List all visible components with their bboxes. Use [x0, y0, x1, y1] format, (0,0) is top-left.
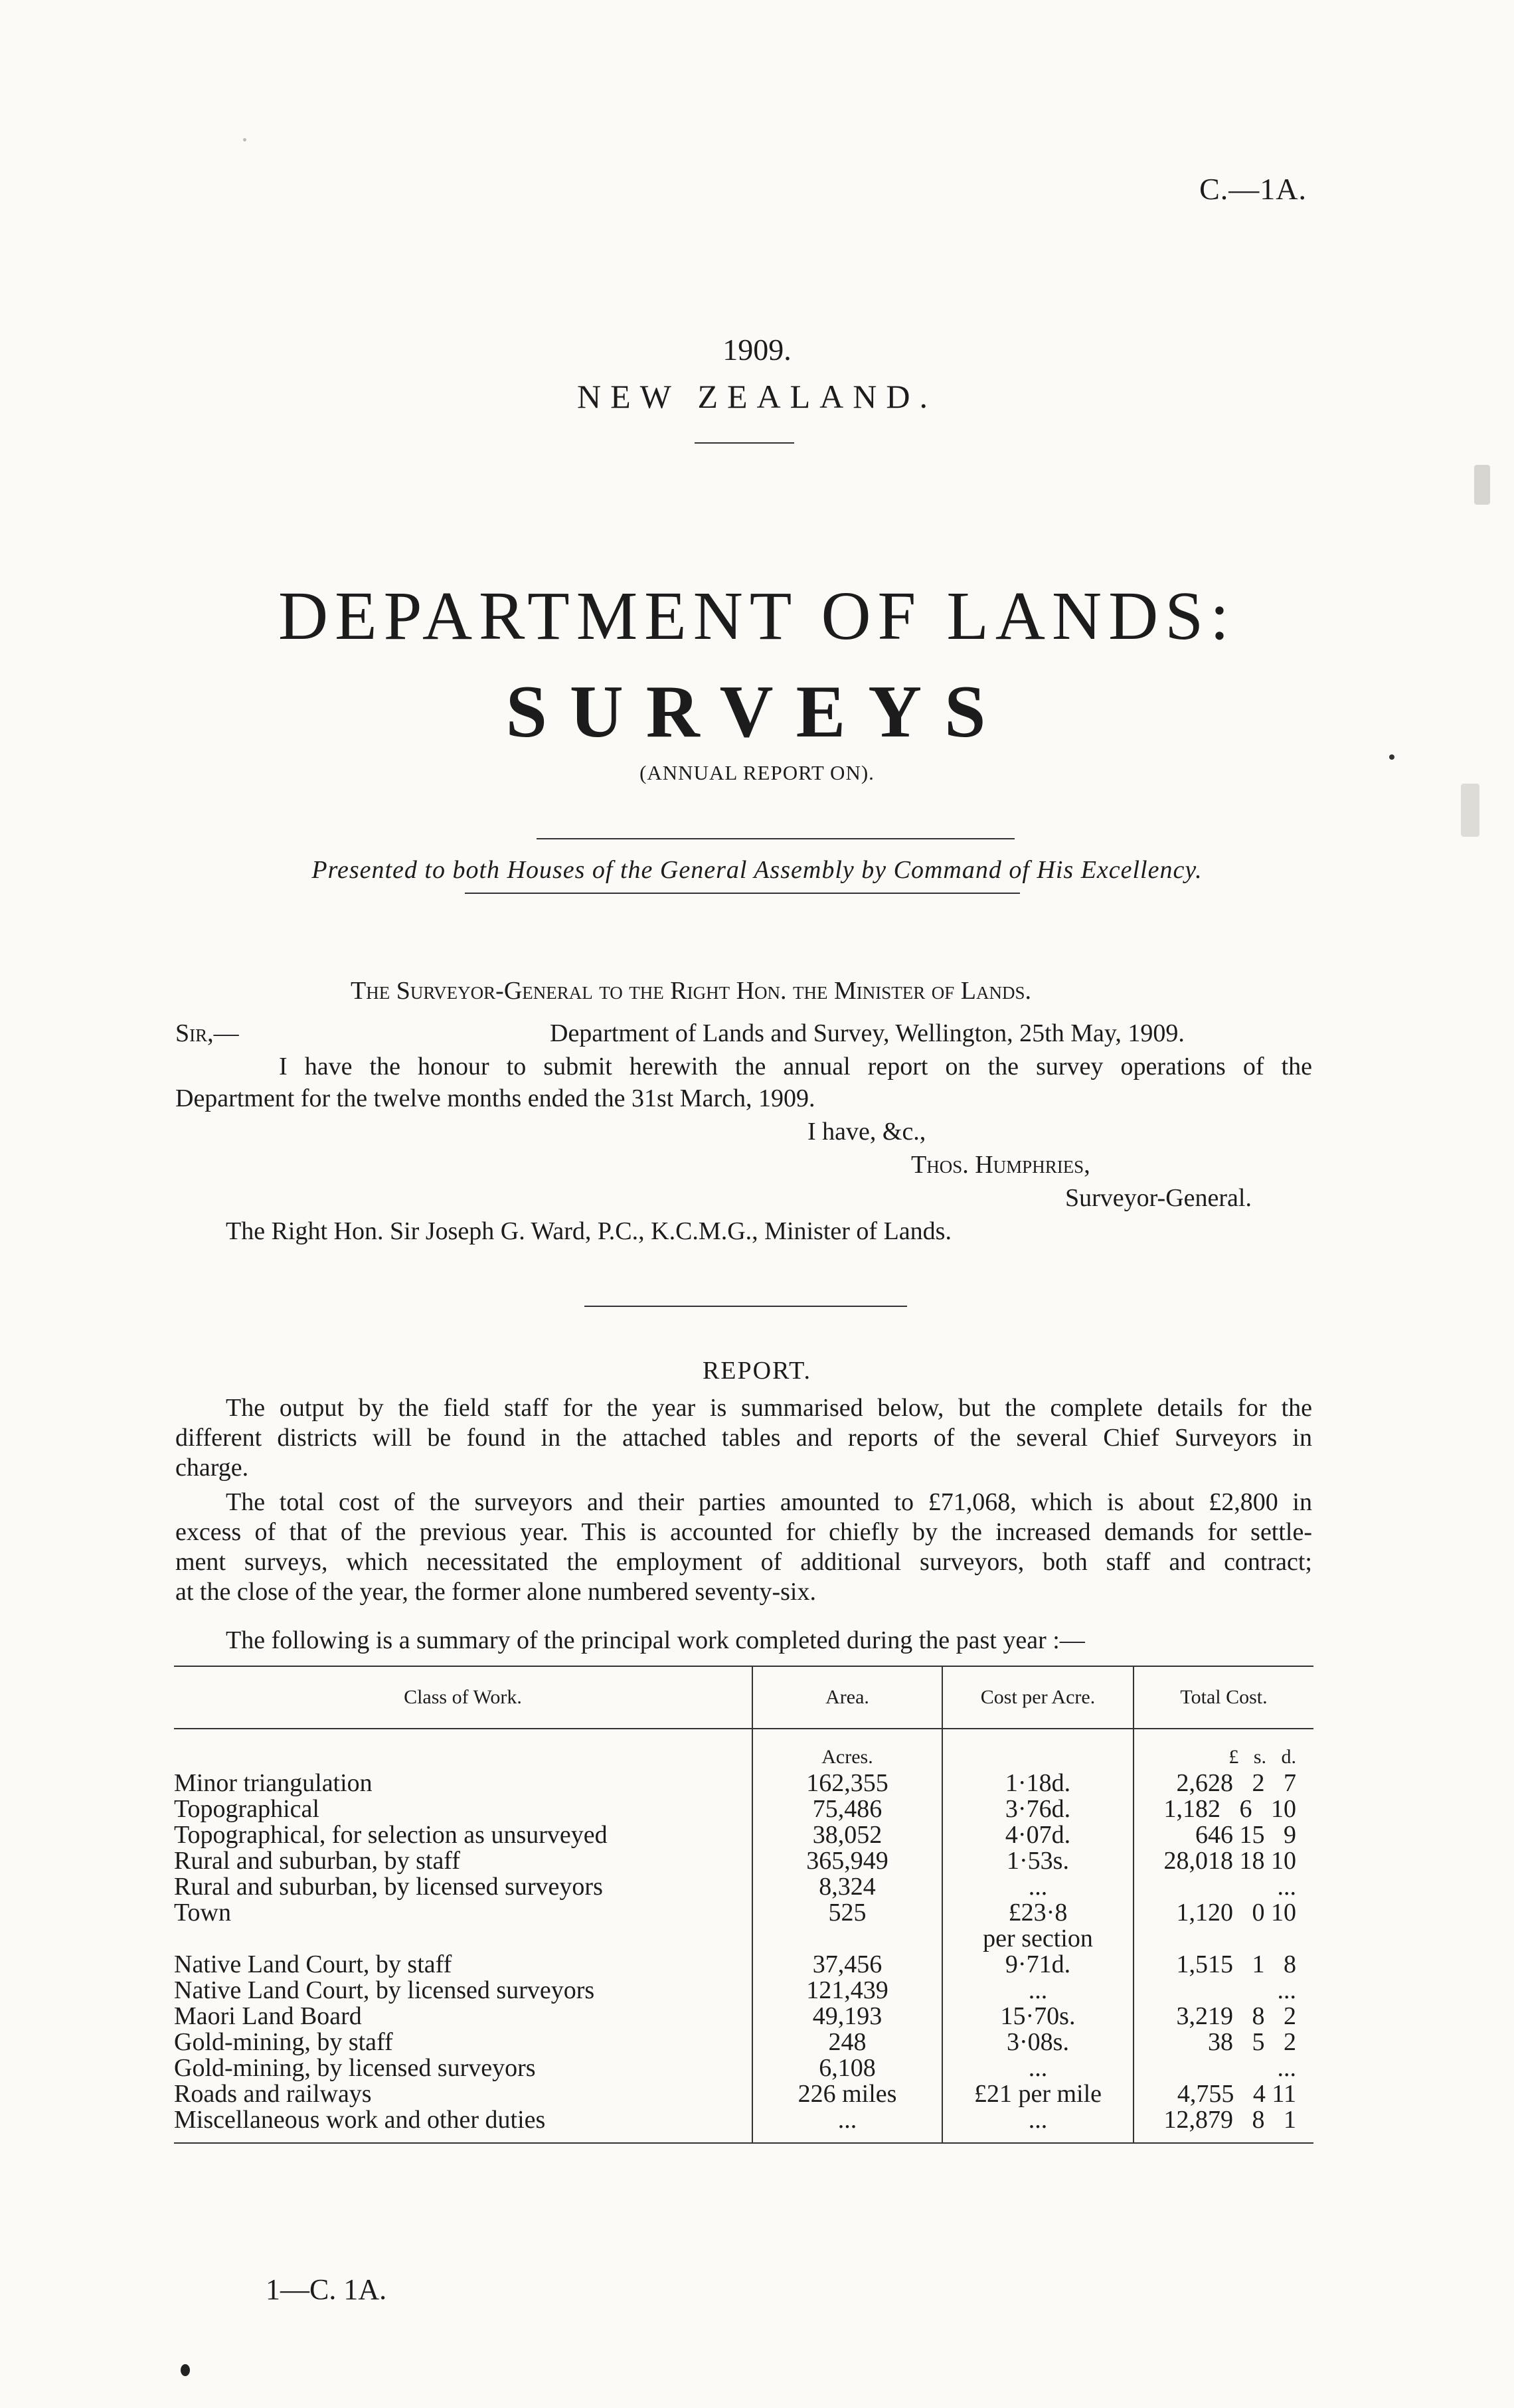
row-total-cost: 1,120 0 10 [1176, 1899, 1296, 1927]
report-p1-line3: charge. [175, 1454, 249, 1482]
row-total-cost: 38 5 2 [1208, 2028, 1296, 2056]
summary-table [174, 1666, 1313, 2144]
row-area: 162,355 [752, 1768, 942, 1796]
report-p2-line3: ment surveys, which necessitated the employment of additional surveyors, both staff and contract; [175, 1548, 1312, 1576]
row-class-of-work: Native Land Court, by licensed surveyors [174, 1978, 752, 2004]
row-cost-per-acre: 4·07d. [942, 1822, 1134, 1848]
scan-speck [181, 2364, 190, 2376]
presented-line: Presented to both Houses of the General Assembly by Command of His Excellency. [311, 856, 1203, 884]
row-cost-per-acre: 15·70s. [942, 2004, 1134, 2029]
letter-heading: The Surveyor-General to the Right Hon. the Minister of Lands. [351, 977, 1032, 1005]
row-cost-per-acre: ... [942, 1978, 1134, 2004]
table-row [174, 1796, 1313, 1822]
annual-report-subtitle: (ANNUAL REPORT ON). [639, 761, 875, 784]
row-total-cost: 1,182 6 10 [1163, 1795, 1296, 1823]
letter-signature: Thos. Humphries, [911, 1151, 1090, 1179]
surveys-title: SURVEYS [505, 671, 1009, 753]
table-row [174, 2107, 1313, 2143]
row-total-cost: ... [1277, 1976, 1296, 2004]
row-class-of-work: Gold-mining, by staff [174, 2029, 752, 2055]
row-total-cost: 12,879 8 1 [1134, 2107, 1313, 2143]
table-row [174, 1952, 1313, 1978]
header-total-cost: Total Cost. [1134, 1666, 1313, 1729]
row-total-cost: ... [1277, 2054, 1296, 2082]
row-class-of-work: Roads and railways [174, 2081, 752, 2107]
row-total-cost: 1,515 1 8 [1176, 1950, 1296, 1978]
row-class-of-work: Miscellaneous work and other duties [174, 2107, 752, 2143]
row-class-of-work: Gold-mining, by licensed surveyors [174, 2055, 752, 2081]
letter-signature-title: Surveyor-General. [1065, 1184, 1252, 1212]
table-row [174, 2055, 1313, 2081]
table-row [174, 1926, 1313, 1952]
row-class-of-work: Native Land Court, by staff [174, 1952, 752, 1978]
row-cost-per-acre: 9·71d. [942, 1952, 1134, 1978]
table-row [174, 1900, 1313, 1926]
report-p2-line2: excess of that of the previous year. This is accounted for chiefly by the increased demands for settle- [175, 1518, 1312, 1546]
report-p1-line1: The output by the field staff for the year is summarised below, but the complete details for the [226, 1394, 1312, 1422]
row-area [752, 1926, 942, 1952]
header-cost-per-acre: Cost per Acre. [942, 1666, 1134, 1729]
row-cost-per-acre: 3·76d. [942, 1796, 1134, 1822]
row-class-of-work: Minor triangulation [174, 1768, 752, 1796]
letter-body-line2: Department for the twelve months ended the 31st March, 1909. [175, 1084, 815, 1112]
row-total-cost: 4,755 4 11 [1177, 2080, 1296, 2108]
report-p1-line2: different districts will be found in the attached tables and reports of the several Chief Surveyors in [175, 1424, 1312, 1452]
row-area: 525 [752, 1900, 942, 1926]
row-total-cost [1134, 1926, 1313, 1952]
letter-address: Department of Lands and Survey, Wellington, 25th May, 1909. [550, 1019, 1185, 1047]
page-code: 1—C. 1A. [266, 2273, 387, 2306]
letter-salutation: Sir,— [175, 1019, 239, 1047]
row-cost-per-acre: £21 per mile [942, 2081, 1134, 2107]
row-cost-per-acre: 3·08s. [942, 2029, 1134, 2055]
row-cost-per-acre: £23·8 [942, 1900, 1134, 1926]
letter-closing: I have, &c., [807, 1118, 926, 1146]
country-name: NEW ZEALAND. [577, 378, 937, 415]
scan-edge-mark [1461, 784, 1479, 837]
scan-speck [243, 138, 246, 141]
row-total-cost: 646 15 9 [1195, 1821, 1296, 1849]
report-paragraph-3: The following is a summary of the principal work completed during the past year :— [226, 1626, 1085, 1654]
row-area: 75,486 [752, 1796, 942, 1822]
row-class-of-work: Rural and suburban, by staff [174, 1848, 752, 1874]
table-row [174, 2081, 1313, 2107]
report-p2-line1: The total cost of the surveyors and their parties amounted to £71,068, which is about £2,800 in [226, 1488, 1312, 1516]
units-area: Acres. [752, 1729, 942, 1768]
row-cost-per-acre: ... [942, 2107, 1134, 2143]
row-area: 248 [752, 2029, 942, 2055]
table-row [174, 1848, 1313, 1874]
row-class-of-work [174, 1926, 752, 1952]
table-row [174, 2004, 1313, 2029]
row-area: 365,949 [752, 1848, 942, 1874]
header-class-of-work: Class of Work. [174, 1666, 752, 1729]
row-cost-per-acre: ... [942, 2055, 1134, 2081]
row-class-of-work: Rural and suburban, by licensed surveyors [174, 1874, 752, 1900]
header-area: Area. [752, 1666, 942, 1729]
row-class-of-work: Town [174, 1900, 752, 1926]
table-row [174, 1768, 1313, 1796]
table-row [174, 1978, 1313, 2004]
row-area: 8,324 [752, 1874, 942, 1900]
row-total-cost: ... [1277, 1873, 1296, 1901]
units-total: £ s. d. [1228, 1746, 1296, 1768]
report-p2-line4: at the close of the year, the former alone numbered seventy-six. [175, 1578, 816, 1606]
department-title: DEPARTMENT OF LANDS: [278, 578, 1236, 654]
report-heading: REPORT. [702, 1357, 812, 1385]
row-class-of-work: Maori Land Board [174, 2004, 752, 2029]
report-year: 1909. [722, 333, 792, 367]
row-area: 226 miles [752, 2081, 942, 2107]
letter-rule [584, 1306, 907, 1307]
letter-body-line1: I have the honour to submit herewith the annual report on the survey operations of the [279, 1053, 1312, 1080]
table-header-row [174, 1666, 1313, 1729]
units-row [174, 1729, 1313, 1768]
row-area: 6,108 [752, 2055, 942, 2081]
row-area: 121,439 [752, 1978, 942, 2004]
row-cost-per-acre: 1·53s. [942, 1848, 1134, 1874]
row-area: 49,193 [752, 2004, 942, 2029]
report-paragraph-1 [175, 1393, 1312, 1483]
letter-addressee: The Right Hon. Sir Joseph G. Ward, P.C., K.C.M.G., Minister of Lands. [226, 1217, 952, 1245]
row-cost-per-acre: per section [942, 1926, 1134, 1952]
table-row [174, 1822, 1313, 1848]
row-area: 38,052 [752, 1822, 942, 1848]
report-paragraph-2 [175, 1488, 1312, 1607]
presented-rule-top [537, 838, 1015, 839]
row-area: ... [752, 2107, 942, 2143]
row-class-of-work: Topographical [174, 1796, 752, 1822]
document-code: C.—1A. [1199, 172, 1307, 206]
row-class-of-work: Topographical, for selection as unsurveyed [174, 1822, 752, 1848]
row-cost-per-acre: ... [942, 1874, 1134, 1900]
table-row [174, 2029, 1313, 2055]
table-row [174, 1874, 1313, 1900]
row-total-cost: 3,219 8 2 [1176, 2002, 1296, 2030]
row-total-cost: 28,018 18 10 [1163, 1847, 1296, 1875]
scan-speck [1389, 754, 1394, 760]
scan-edge-mark [1474, 465, 1490, 505]
header-rule [695, 442, 794, 444]
row-cost-per-acre: 1·18d. [942, 1768, 1134, 1796]
row-total-cost: 2,628 2 7 [1176, 1769, 1296, 1797]
row-area: 37,456 [752, 1952, 942, 1978]
presented-rule-bottom [465, 893, 1020, 894]
